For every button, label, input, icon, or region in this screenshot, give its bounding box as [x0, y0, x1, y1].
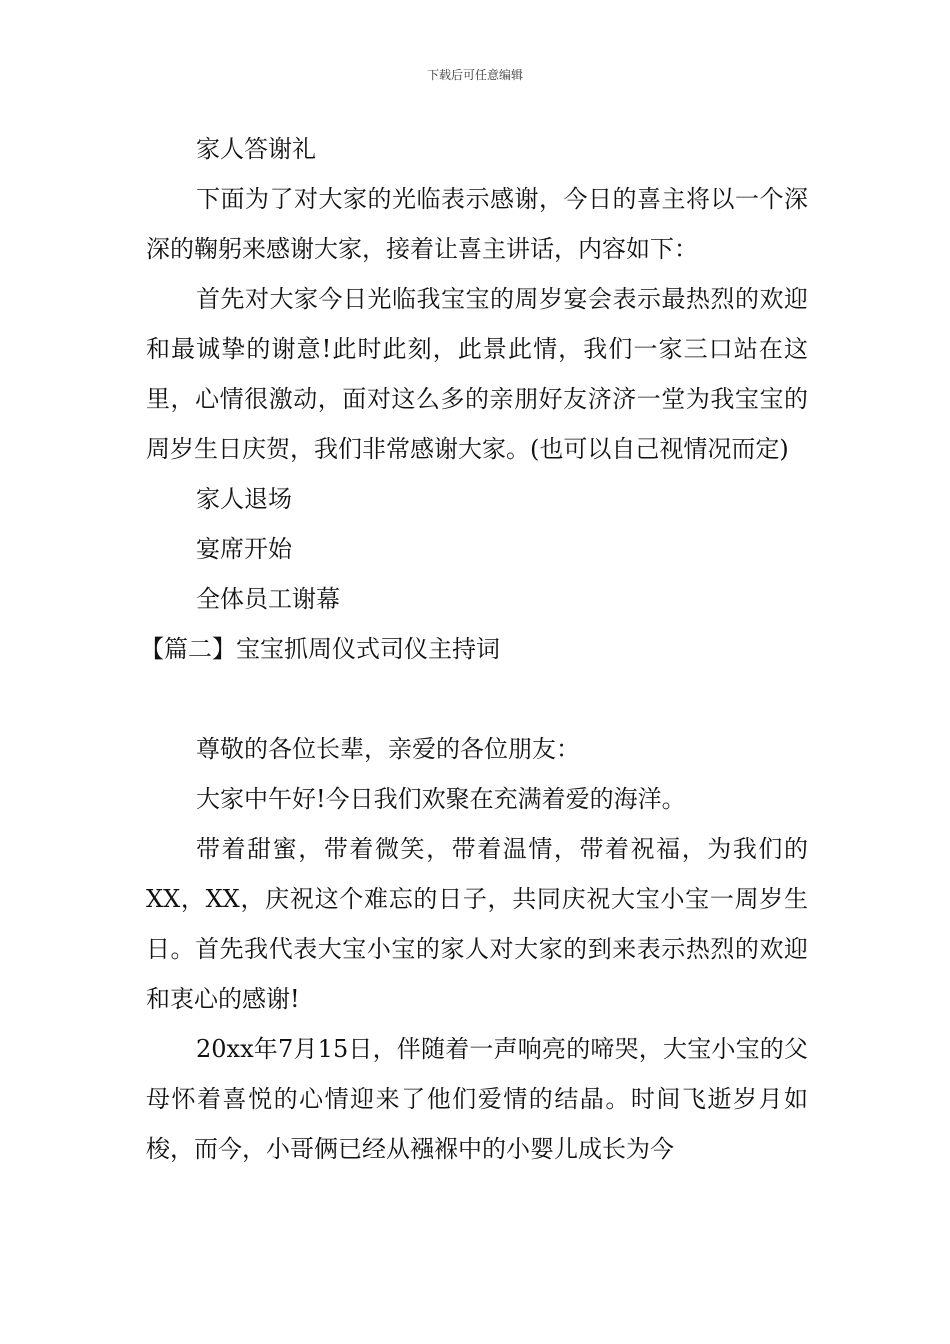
paragraph-celebration: 带着甜蜜，带着微笑，带着温情，带着祝福，为我们的XX，XX，庆祝这个难忘的日子，共同庆祝大宝小宝一周岁生日。首先我代表大宝小宝的家人对大家的到来表示热烈的欢迎和衷心的感谢! — [146, 835, 808, 1013]
document-body — [140, 124, 808, 1174]
paragraph-family-thanks: 家人答谢礼 — [196, 135, 316, 163]
paragraph-birth-story: 20xx年7月15日，伴随着一声响亮的啼哭，大宝小宝的父母怀着喜悦的心情迎来了他们爱情的结晶。时间飞逝岁月如梭，而今，小哥俩已经从襁褓中的小婴儿成长为今 — [146, 1035, 808, 1163]
paragraph-banquet-start: 宴席开始 — [196, 535, 292, 563]
header-note: 下载后可任意编辑 — [426, 68, 523, 82]
paragraph-welcome: 大家中午好!今日我们欢聚在充满着爱的海洋。 — [196, 785, 686, 813]
section-heading: 【篇二】宝宝抓周仪式司仪主持词 — [140, 635, 500, 663]
paragraph-staff-curtain: 全体员工谢幕 — [196, 585, 340, 613]
blank-line — [146, 674, 808, 724]
paragraph-host-speech: 首先对大家今日光临我宝宝的周岁宴会表示最热烈的欢迎和最诚挚的谢意!此时此刻，此景此情，我们一家三口站在这里，心情很激动，面对这么多的亲朋好友济济一堂为我宝宝的周岁生日庆贺，我们非常感谢大家。(也可以自己视情况而定) — [146, 285, 808, 463]
paragraph-greeting: 尊敬的各位长辈，亲爱的各位朋友： — [196, 735, 580, 763]
paragraph-bow-intro: 下面为了对大家的光临表示感谢，今日的喜主将以一个深深的鞠躬来感谢大家，接着让喜主讲话，内容如下： — [146, 185, 808, 263]
paragraph-family-exit: 家人退场 — [196, 485, 292, 513]
